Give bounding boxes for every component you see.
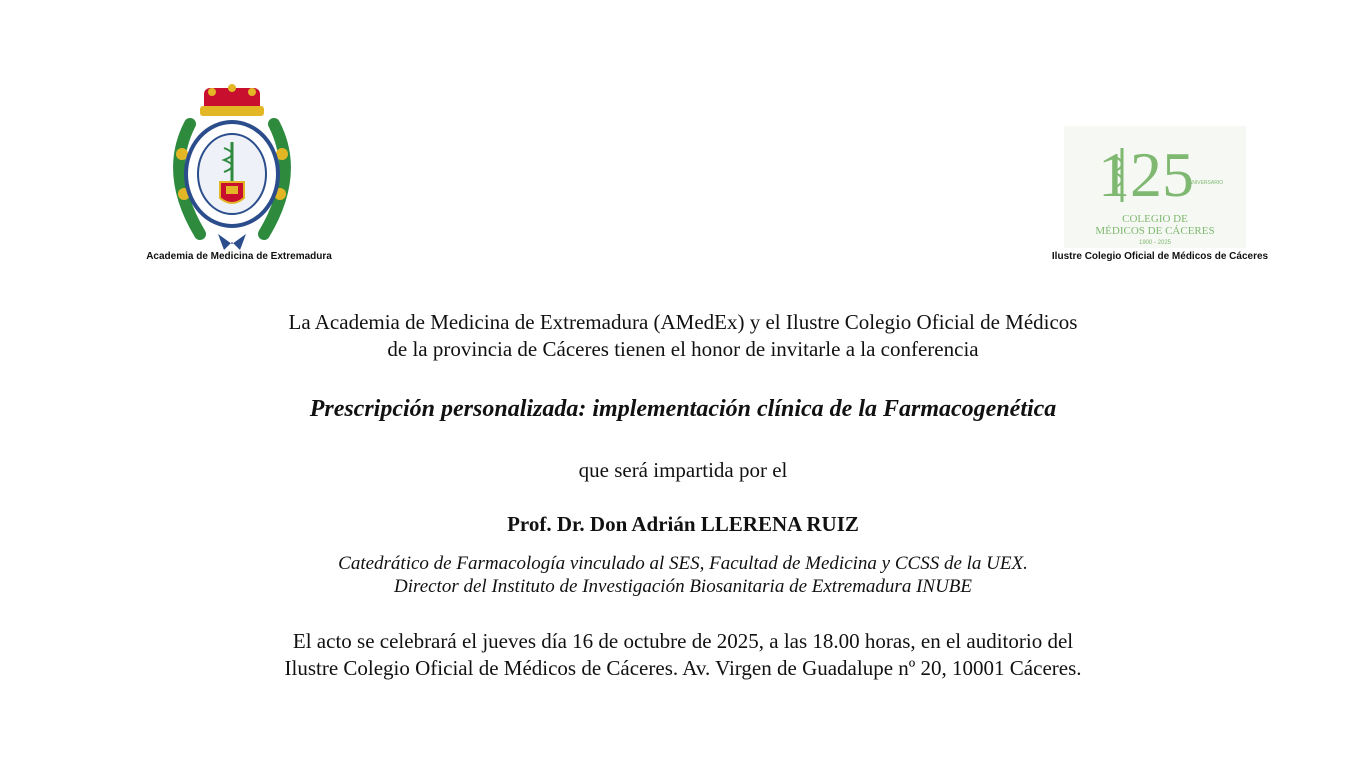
conference-title: Prescripción personalizada: implementación clínica de la Farmacogenética: [309, 396, 1057, 422]
colegio-125-anniversary-logo: [1064, 126, 1246, 248]
logo-badge: ANIVERSARIO: [1188, 180, 1224, 186]
logo-name-line2: MÉDICOS DE CÁCERES: [1095, 225, 1215, 237]
invitation-intro: [0, 309, 1366, 363]
colegio-caption: Ilustre Colegio Oficial de Médicos de Cáceres: [1051, 251, 1269, 262]
academia-caption: Academia de Medicina de Extremadura: [146, 251, 332, 262]
academia-crest-icon: [160, 84, 304, 252]
logo-number: 125: [1098, 139, 1194, 210]
credential-line-2: Director del Instituto de Investigación Biosanitaria de Extremadura INUBE: [394, 576, 972, 597]
intro-line-2: de la provincia de Cáceres tienen el honor de invitarle a la conferencia: [387, 337, 979, 361]
by-line: que será impartida por el: [578, 458, 788, 482]
logo-years: 1900 - 2025: [1138, 240, 1172, 246]
intro-line-1: La Academia de Medicina de Extremadura (AMedEx) y el Ilustre Colegio Oficial de Médicos: [288, 310, 1078, 334]
details-line-1: El acto se celebrará el jueves día 16 de octubre de 2025, a las 18.00 horas, en el auditorio del: [292, 629, 1074, 653]
event-details: [0, 628, 1366, 682]
details-line-2: Ilustre Colegio Oficial de Médicos de Cáceres. Av. Virgen de Guadalupe nº 20, 10001 Cáceres.: [284, 656, 1082, 680]
speaker-name: Prof. Dr. Don Adrián LLERENA RUIZ: [507, 512, 859, 536]
logo-name-line1: COLEGIO DE: [1122, 213, 1188, 225]
speaker-credentials: [0, 552, 1366, 598]
credential-line-1: Catedrático de Farmacología vinculado al SES, Facultad de Medicina y CCSS de la UEX.: [338, 553, 1028, 574]
